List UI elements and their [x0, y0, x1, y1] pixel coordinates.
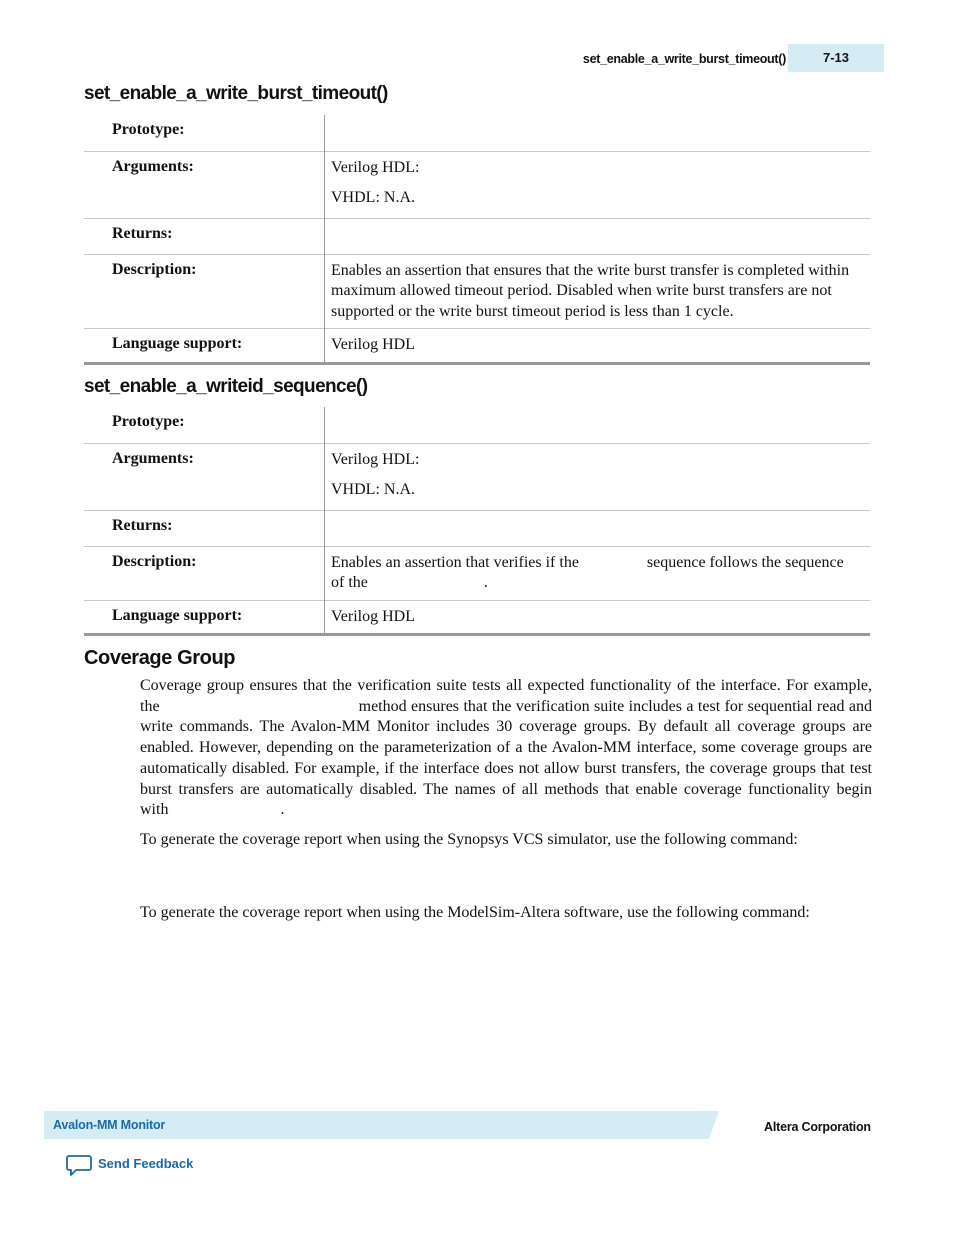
method-table-writeid-sequence — [84, 407, 870, 636]
row-value — [325, 218, 871, 254]
row-label: Language support: — [84, 329, 325, 364]
row-value: Verilog HDL: VHDL: N.A. — [331, 450, 420, 498]
row-value — [325, 115, 871, 151]
row-label: Returns: — [84, 218, 325, 254]
footer-company: Altera Corporation — [764, 1120, 871, 1134]
row-label: Description: — [84, 546, 325, 600]
table-row — [84, 443, 870, 510]
row-label: Description: — [84, 254, 325, 329]
section-title-writeid-sequence: set_enable_a_writeid_sequence() — [84, 376, 368, 397]
section-title-write-burst-timeout: set_enable_a_write_burst_timeout() — [84, 83, 388, 104]
table-row — [84, 151, 870, 218]
coverage-vcs-paragraph: To generate the coverage report when using the Synopsys VCS simulator, use the following command: — [140, 831, 798, 848]
row-label: Arguments: — [84, 151, 325, 218]
table-row — [84, 510, 870, 546]
running-title: set_enable_a_write_burst_timeout() — [582, 52, 786, 66]
send-feedback-label[interactable]: Send Feedback — [98, 1156, 194, 1171]
method-table-write-burst-timeout — [84, 115, 870, 365]
running-header — [560, 44, 884, 72]
row-value: Enables an assertion that verifies if the sequence follows the sequence of the . — [331, 553, 844, 591]
row-label: Returns: — [84, 510, 325, 546]
row-label: Arguments: — [84, 443, 325, 510]
row-label: Prototype: — [84, 115, 325, 151]
row-value: Verilog HDL: VHDL: N.A. — [331, 158, 420, 206]
speech-bubble-icon — [66, 1154, 92, 1178]
footer-doc-title: Avalon-MM Monitor — [53, 1118, 166, 1132]
coverage-group-heading: Coverage Group — [84, 647, 236, 669]
row-value — [325, 407, 871, 443]
coverage-modelsim-paragraph: To generate the coverage report when using the ModelSim-Altera software, use the following command: — [140, 904, 810, 921]
row-label: Language support: — [84, 600, 325, 635]
table-row — [84, 407, 870, 443]
row-value — [325, 510, 871, 546]
table-row — [84, 329, 870, 364]
table-row — [84, 218, 870, 254]
page-number: 7-13 — [788, 44, 884, 72]
row-value: Verilog HDL — [331, 607, 415, 625]
row-label: Prototype: — [84, 407, 325, 443]
row-value: Enables an assertion that ensures that the write burst transfer is completed within maximum allowed timeout period. Disabled when write burst transfers are not supported or the write burst timeout period is less than 1 cycle. — [331, 261, 850, 320]
table-row — [84, 115, 870, 151]
row-value: Verilog HDL — [331, 336, 415, 353]
table-row — [84, 254, 870, 329]
table-row — [84, 546, 870, 600]
table-row — [84, 600, 870, 635]
coverage-paragraph: Coverage group ensures that the verification suite tests all expected functionality of the interface. For example, the method ensures that the verification suite includes a test for sequential read and write commands. The Avalon-MM Monitor includes 30 coverage groups. By default all coverage groups are enabled. However, depending on the parameterization of a the Avalon-MM interface, some coverage groups are automatically disabled. For example, if the interface does not allow burst transfers, the coverage groups that test burst transfers are automatically disabled. The names of all methods that enable coverage functionality begin with . — [140, 677, 872, 819]
